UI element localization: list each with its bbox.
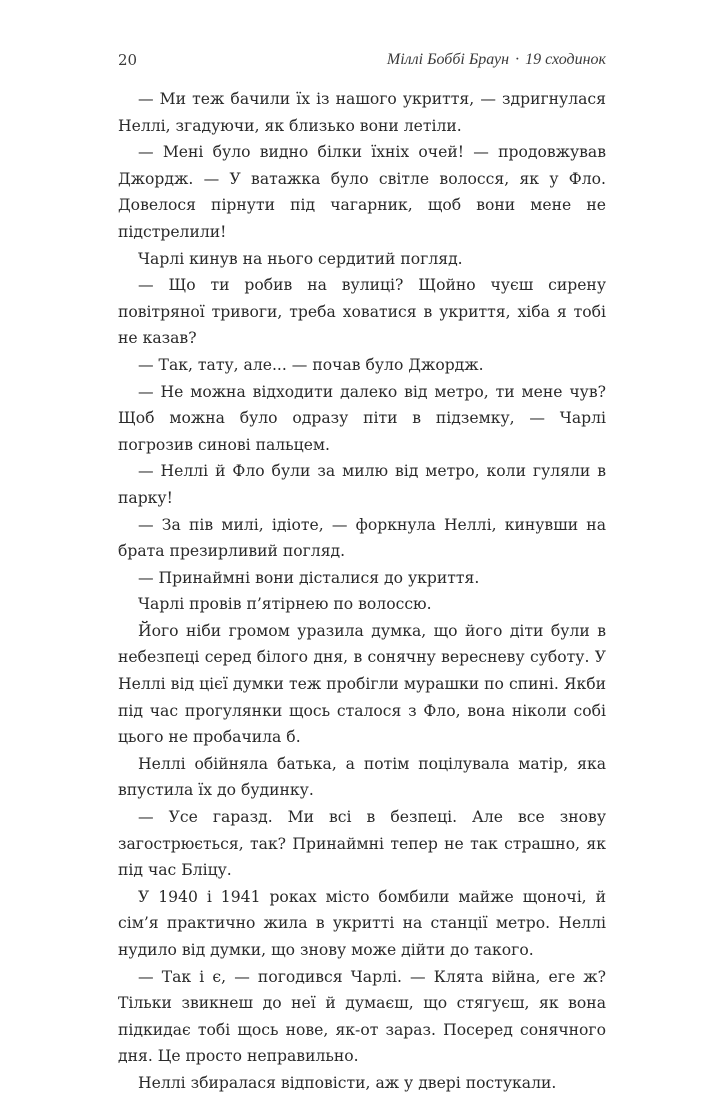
book-title: 19 сходинок (525, 51, 606, 68)
paragraph: — Не можна відходити далеко від метро, ти мене чув? Щоб можна було одразу піти в підземку, — Чарлі погрозив синові пальцем. (118, 382, 606, 454)
paragraph: Чарлі провів п’ятірнею по волоссю. (138, 595, 432, 614)
author-name: Міллі Боббі Браун (386, 51, 510, 68)
paragraph: У 1940 і 1941 роках місто бомбили майже щоночі, й сім’я практично жила в укритті на станції метро. Неллі нудило від думки, що знову може дійти до такого. (118, 887, 606, 959)
paragraph: Неллі обійняла батька, а потім поцілувала матір, яка впустила їх до будинку. (118, 754, 606, 800)
paragraph: Його ніби громом уразила думка, що його діти були в небезпеці серед білого дня, в сонячну вересневу суботу. У Неллі від цієї думки теж пробігли мурашки по спині. Якби під час прогулянки щось сталося з Фло, вона ніколи собі цього не пробачила б. (118, 621, 606, 747)
paragraph: — Ми теж бачили їх із нашого укриття, — здригнулася Неллі, згадуючи, як близько вони летіли. (118, 90, 606, 135)
paragraph: — Принаймні вони дісталися до укриття. (138, 568, 480, 587)
paragraph: — Що ти робив на вулиці? Щойно чуєш сирену повітряної тривоги, треба ховатися в укриття, хіба я тобі не казав? (118, 276, 606, 348)
paragraph: — За пів милі, ідіоте, — форкнула Неллі, кинувши на брата презирливий погляд. (118, 515, 606, 561)
page-number: 20 (118, 51, 138, 69)
paragraph: — Неллі й Фло були за милю від метро, коли гуляли в парку! (118, 462, 606, 507)
body-text (118, 86, 606, 1097)
paragraph: — Так і є, — погодився Чарлі. — Клята війна, еге ж? Тільки звикнеш до неї й думаєш, що стягуєш, як вона підкидає тобі щось нове, як-от зараз. Посеред сонячного дня. Це просто неправильно. (118, 967, 606, 1066)
paragraph: Чарлі кинув на нього сердитий погляд. (138, 249, 463, 268)
paragraph: — Усе гаразд. Ми всі в безпеці. Але все знову загострюється, так? Принаймні тепер не так страшно, як під час Бліцу. (118, 808, 606, 880)
paragraph: Неллі збиралася відповісти, аж у двері постукали. (138, 1073, 557, 1092)
running-head (387, 48, 606, 72)
header-separator: · (515, 51, 520, 68)
page-header (118, 48, 606, 72)
paragraph: — Мені було видно білки їхніх очей! — продовжував Джордж. — У ватажка було світле волосся, як у Фло. Довелося пірнути під чагарник, щоб вони мене не підстрелили! (118, 143, 606, 241)
paragraph: — Так, тату, але... — почав було Джордж. (138, 355, 484, 374)
